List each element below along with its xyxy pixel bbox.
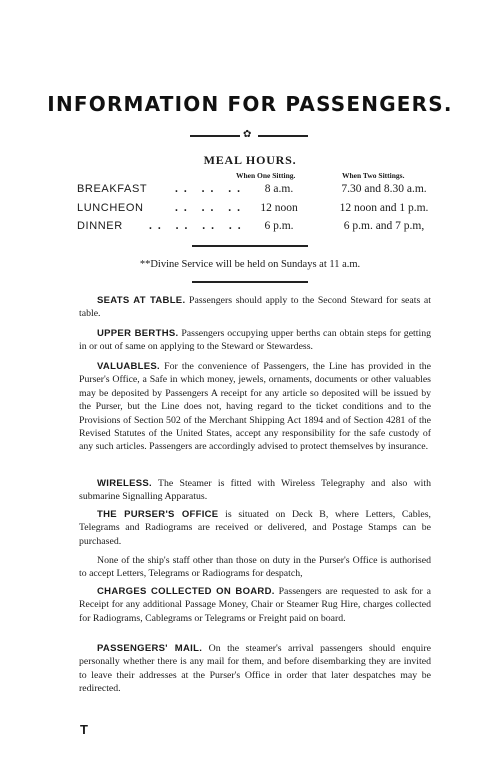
meal-name: LUNCHEON (77, 202, 144, 214)
section-upper-berths (79, 327, 431, 354)
meal-time-one-sitting: 8 a.m. (264, 183, 294, 195)
page-title: INFORMATION FOR PASSENGERS. (47, 92, 453, 116)
footer-mark: T (80, 722, 88, 737)
meal-time-two-sittings: 12 noon and 1 p.m. (339, 202, 429, 214)
section-heading: CHARGES COLLECTED ON BOARD. (97, 586, 275, 597)
section-text: For the convenience of Passengers, the Line has provided in the Purser's Office, a Safe in which money, jewels, ornaments, documents or other valuables may be deposited by Passengers A receipt for any article so deposited will be issued by the Purser, but the Line does not, having regard to the ticket conditions and to the Provisions of Section 502 of the Merchant Shipping Act 1894 and of Section 4281 of the Revised Statutes of the United States, accept any responsibility for the safe custody of any such articles. Passengers are accordingly advised to protect themselves by insurance. (79, 361, 431, 453)
column-header-two-sittings: When Two Sittings. (342, 171, 405, 180)
section-text: None of the ship's staff other than those on duty in the Purser's Office is authorised to accept Letters, Telegrams or Radiograms for despatch, (79, 555, 431, 580)
section-heading: VALUABLES. (97, 361, 160, 372)
meal-time-one-sitting: 6 p.m. (264, 220, 294, 232)
section-passengers-mail (79, 642, 431, 696)
section-seats-at-table (79, 294, 431, 321)
divider-line-right (258, 135, 308, 137)
section-pursers-office (79, 508, 431, 548)
column-header-one-sitting: When One Sitting. (236, 171, 296, 180)
section-heading: PASSENGERS' MAIL. (97, 643, 203, 654)
leader-dots: .. .. .. .. (149, 220, 247, 232)
meal-name: DINNER (77, 220, 123, 232)
section-valuables (79, 360, 431, 454)
divider-rule (192, 281, 308, 283)
divine-service-note: **Divine Service will be held on Sundays at 11 a.m. (139, 259, 361, 270)
section-staff-note (79, 554, 431, 581)
section-wireless (79, 477, 431, 504)
meal-time-one-sitting: 12 noon (260, 202, 298, 214)
flower-icon: ✿ (243, 129, 252, 140)
section-text: The Steamer is fitted with Wireless Telegraphy and also with submarine Signalling Apparatus. (79, 478, 431, 503)
section-text: Passengers are requested to ask for a Receipt for any additional Passage Money, Chair or Steamer Rug Hire, charges collected for Radiograms, Cablegrams or Telegrams or Freight paid on board. (79, 586, 431, 624)
section-heading: UPPER BERTHS. (97, 328, 179, 339)
section-text: is situated on Deck B, where Letters, Cables, Telegrams and Radiograms are received or delivered, and Postage Stamps can be purchased. (79, 509, 431, 547)
section-charges-collected (79, 585, 431, 625)
leader-dots: .. .. .. (175, 183, 246, 195)
section-text: On the steamer's arrival passengers should enquire personally whether there is any mail for them, and before disembarking they are invited to leave their addresses at the Purser's Office in order that later despatches may be redirected. (79, 643, 431, 695)
ornament-divider (190, 130, 308, 140)
meal-time-two-sittings: 6 p.m. and 7 p.m, (343, 220, 425, 232)
section-text: Passengers occupying upper berths can obtain steps for getting in or out of same on applying to the Steward or Stewardess. (79, 328, 431, 353)
section-heading: WIRELESS. (97, 478, 152, 489)
section-heading: THE PURSER'S OFFICE (97, 509, 219, 520)
section-text: Passengers should apply to the Second Steward for seats at table. (79, 295, 431, 320)
meal-time-two-sittings: 7.30 and 8.30 a.m. (341, 183, 427, 195)
leader-dots: .. .. .. (175, 202, 246, 214)
meal-hours-heading: MEAL HOURS. (203, 153, 297, 167)
divider-line-left (190, 135, 240, 137)
meal-row-dinner (77, 220, 437, 236)
meal-row-breakfast (77, 183, 437, 199)
meal-row-luncheon (77, 202, 437, 218)
section-heading: SEATS AT TABLE. (97, 295, 186, 306)
divider-rule (192, 245, 308, 247)
meal-name: BREAKFAST (77, 183, 148, 195)
